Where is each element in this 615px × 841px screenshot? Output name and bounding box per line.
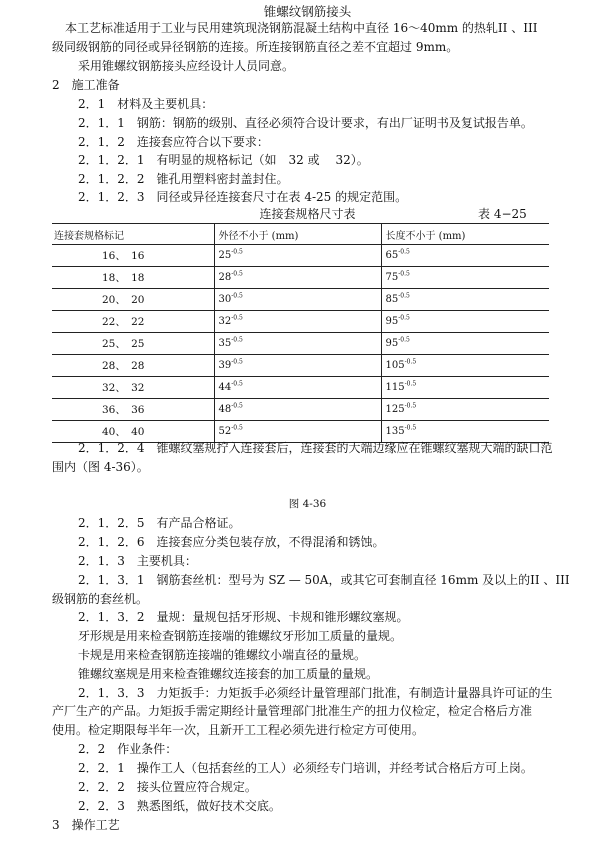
outer-diameter-value: 25	[218, 250, 232, 261]
spec-cell: 18、 18	[52, 267, 214, 289]
table-row	[52, 377, 549, 399]
length-cell	[381, 289, 549, 311]
paragraph-line: 2．1．3．1 钢筋套丝机：型号为 SZ — 50A，或其它可套制直径 16mm 及以上的II 、III	[78, 573, 570, 587]
length-cell	[381, 311, 549, 333]
outer-diameter-cell	[214, 377, 381, 399]
subsection-heading: 2．1 材料及主要机具：	[78, 97, 214, 111]
paragraph-line: 2．1．2．4 锥螺纹塞规拧入连接套后，连接套的大端边缘应在锥螺纹塞规大端的缺口范	[78, 441, 553, 455]
paragraph-line: 2．1．2．3 同径或异径连接套尺寸在表 4-25 的规定范围。	[78, 190, 408, 204]
outer-diameter-cell	[214, 399, 381, 421]
paragraph-line: 2．1．2．5 有产品合格证。	[78, 516, 241, 530]
outer-diameter-value: 39	[218, 360, 232, 371]
outer-diameter-cell	[214, 267, 381, 289]
table-row	[52, 421, 549, 443]
document-title: 锥螺纹钢筋接头	[263, 4, 352, 19]
section-heading: 3 操作工艺	[52, 818, 120, 832]
table-header-cell: 连接套规格标记	[52, 224, 214, 245]
subsection-heading: 2．2 作业条件：	[78, 742, 178, 756]
tolerance-superscript: -0.5	[231, 424, 243, 432]
tolerance-superscript: -0.5	[398, 336, 410, 344]
tolerance-superscript: -0.5	[231, 248, 243, 256]
paragraph-line: 2．2．2 接头位置应符合规定。	[78, 780, 257, 794]
tolerance-superscript: -0.5	[398, 292, 410, 300]
tolerance-superscript: -0.5	[404, 424, 417, 432]
table-row	[52, 311, 549, 333]
tolerance-superscript: -0.5	[404, 358, 417, 366]
paragraph-line: 牙形规是用来检查钢筋连接端的锥螺纹牙形加工质量的量规。	[78, 629, 403, 643]
tolerance-superscript: -0.5	[231, 380, 243, 388]
tolerance-superscript: -0.5	[231, 314, 243, 322]
length-value: 75	[385, 272, 399, 283]
spec-cell: 28、 28	[52, 355, 214, 377]
tolerance-superscript: -0.5	[231, 402, 243, 410]
outer-diameter-value: 52	[218, 426, 232, 437]
outer-diameter-value: 28	[218, 272, 232, 283]
paragraph-line: 卡规是用来检查钢筋连接端的锥螺纹小端直径的量规。	[78, 648, 367, 662]
table-row	[52, 355, 549, 377]
outer-diameter-value: 32	[218, 316, 232, 327]
paragraph-line: 2．1．2．6 连接套应分类包装存放，不得混淆和锈蚀。	[78, 535, 385, 549]
outer-diameter-value: 30	[218, 294, 232, 305]
table-row	[52, 333, 549, 355]
paragraph-line: 2．2．1 操作工人（包括套丝的工人）必须经专门培训，并经考试合格后方可上岗。	[78, 761, 533, 775]
paragraph-line: 2．1．3．3 力矩扳手：力矩扳手必须经计量管理部门批准，有制造计量器具许可证的生	[78, 686, 553, 700]
outer-diameter-cell	[214, 421, 381, 443]
paragraph-line: 2．1．1 钢筋：钢筋的级别、直径必须符合设计要求，有出厂证明书及复试报告单。	[78, 116, 533, 130]
paragraph-line: 锥螺纹塞规是用来检查锥螺纹连接套的加工质量的量规。	[78, 667, 379, 681]
table-row	[52, 267, 549, 289]
paragraph-line: 使用。检定期限每半年一次，且新开工工程必须先进行检定方可使用。	[52, 723, 425, 737]
tolerance-superscript: -0.5	[398, 270, 410, 278]
paragraph-line: 本工艺标准适用于工业与民用建筑现浇钢筋混凝土结构中直径 16～40mm 的热轧II 、III	[65, 21, 538, 35]
figure-caption: 图 4-36	[288, 498, 327, 510]
length-cell	[381, 421, 549, 443]
length-cell	[381, 245, 549, 267]
paragraph-line: 2．2．3 熟悉图纸，做好技术交底。	[78, 799, 281, 813]
paragraph-line: 产厂生产的产品。力矩扳手需定期经计量管理部门批准生产的扭力仪检定，检定合格后方准	[52, 704, 533, 718]
paragraph-line: 2．1．2 连接套应符合以下要求：	[78, 135, 269, 149]
subsection-heading: 2．1．3 主要机具：	[78, 554, 197, 568]
paragraph-line: 围内（图 4-36）。	[52, 460, 149, 474]
spec-cell: 25、 25	[52, 333, 214, 355]
paragraph-line: 采用锥螺纹钢筋接头应经设计人员同意。	[78, 59, 295, 73]
table-header-cell: 外径不小于 (mm)	[214, 224, 381, 245]
table-row	[52, 245, 549, 267]
length-value: 105	[385, 360, 405, 371]
length-cell	[381, 355, 549, 377]
outer-diameter-cell	[214, 311, 381, 333]
outer-diameter-value: 44	[218, 382, 232, 393]
tolerance-superscript: -0.5	[398, 248, 410, 256]
tolerance-superscript: -0.5	[398, 314, 410, 322]
length-cell	[381, 267, 549, 289]
spec-cell: 32、 32	[52, 377, 214, 399]
paragraph-line: 级同级钢筋的同径或异径钢筋的连接。所连接钢筋直径之差不宜超过 9mm。	[52, 40, 459, 54]
table-row	[52, 289, 549, 311]
spec-cell: 20、 20	[52, 289, 214, 311]
tolerance-superscript: -0.5	[231, 270, 243, 278]
spec-cell: 36、 36	[52, 399, 214, 421]
paragraph-line: 级钢筋的套丝机。	[52, 592, 149, 606]
outer-diameter-cell	[214, 245, 381, 267]
outer-diameter-cell	[214, 289, 381, 311]
paragraph-line: 2．1．3．2 量规：量规包括牙形规、卡规和锥形螺纹塞规。	[78, 610, 409, 624]
spec-cell: 40、 40	[52, 421, 214, 443]
tolerance-superscript: -0.5	[231, 358, 243, 366]
table-header-cell: 长度不小于 (mm)	[381, 224, 549, 245]
outer-diameter-cell	[214, 355, 381, 377]
spec-table	[52, 223, 549, 443]
length-value: 85	[385, 294, 399, 305]
section-heading: 2 施工准备	[52, 78, 120, 92]
length-cell	[381, 333, 549, 355]
tolerance-superscript: -0.5	[231, 292, 243, 300]
spec-cell: 22、 22	[52, 311, 214, 333]
paragraph-line: 2．1．2．1 有明显的规格标记（如 32 或 32）。	[78, 153, 369, 167]
paragraph-line: 2．1．2．2 锥孔用塑料密封盖封住。	[78, 172, 289, 186]
outer-diameter-value: 35	[218, 338, 232, 349]
outer-diameter-cell	[214, 333, 381, 355]
table-row	[52, 399, 549, 421]
table-number: 表 4−25	[478, 207, 527, 221]
length-value: 125	[385, 404, 405, 415]
outer-diameter-value: 48	[218, 404, 232, 415]
length-cell	[381, 377, 549, 399]
spec-cell: 16、 16	[52, 245, 214, 267]
tolerance-superscript: -0.5	[231, 336, 243, 344]
table-header-row	[52, 224, 549, 245]
tolerance-superscript: -0.5	[404, 380, 417, 388]
length-value: 65	[385, 250, 399, 261]
length-value: 95	[385, 316, 399, 327]
length-value: 115	[385, 382, 405, 393]
length-value: 95	[385, 338, 399, 349]
table-caption: 连接套规格尺寸表	[259, 207, 356, 221]
tolerance-superscript: -0.5	[404, 402, 417, 410]
length-value: 135	[385, 426, 405, 437]
length-cell	[381, 399, 549, 421]
